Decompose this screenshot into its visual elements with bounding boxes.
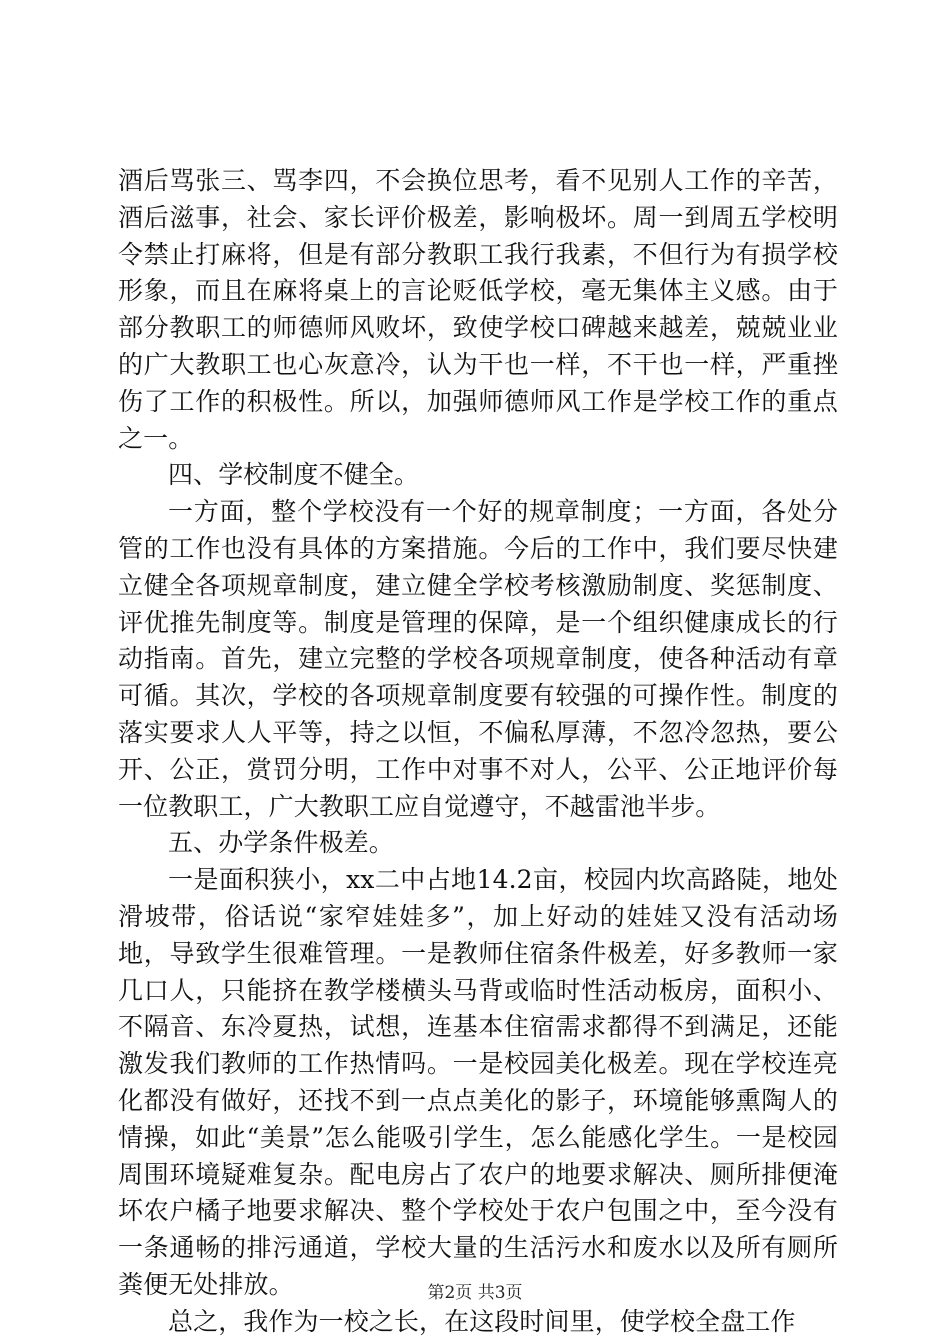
section-heading-4: 四、学校制度不健全。: [168, 460, 420, 490]
paragraph-conditions: 一是面积狭小，xx二中占地14.2亩，校园内坎高路陡，地处滑坡带，俗话说“家窄娃娃多”，加上好动的娃娃又没有活动场地，导致学生很难管理。一是教师住宿条件极差，好多教师一家几口人，只能挤在教学楼横头马背或临时性活动板房，面积小、不隔音、东冷夏热，试想，连基本住宿需求都得不到满足，还能激发我们教师的工作热情吗。一是校园美化极差。现在学校连亮化都没有做好，还找不到一点点美化的影子，环境能够熏陶人的情操，如此“美景”怎么能吸引学生，怎么能感化学生。一是校园周围环境疑难复杂。配电房占了农户的地要求解决、厕所排便淹坏农户橘子地要求解决、整个学校处于农户包围之中，至今没有一条通畅的排污通道，学校大量的生活污水和废水以及所有厕所粪便无处排放。: [118, 865, 838, 1299]
page-footer: 第2页 共3页: [427, 1283, 523, 1303]
paragraph-rules: 一方面，整个学校没有一个好的规章制度；一方面，各处分管的工作也没有具体的方案措施。今后的工作中，我们要尽快建立健全各项规章制度，建立健全学校考核激励制度、奖惩制度、评优推先制度等。制度是管理的保障，是一个组织健康成长的行动指南。首先，建立完整的学校各项规章制度，使各种活动有章可循。其次，学校的各项规章制度要有较强的可操作性。制度的落实要求人人平等，持之以恒，不偏私厚薄，不忽冷忽热，要公开、公正，赏罚分明，工作中对事不对人，公平、公正地评价每一位教职工，广大教职工应自觉遵守，不越雷池半步。: [118, 497, 838, 821]
paragraph-summary: 总之，我作为一校之长，在这段时间里，使学校全盘工作: [168, 1306, 796, 1336]
paragraph-continuation: 酒后骂张三、骂李四，不会换位思考，看不见别人工作的辛苦，酒后滋事，社会、家长评价极差，影响极坏。周一到周五学校明令禁止打麻将，但是有部分教职工我行我素，不但行为有损学校形象，而且在麻将桌上的言论贬低学校，毫无集体主义感。由于部分教职工的师德师风败坏，致使学校口碑越来越差，兢兢业业的广大教职工也心灰意冷，认为干也一样，不干也一样，严重挫伤了工作的积极性。所以，加强师德师风工作是学校工作的重点之一。: [118, 166, 838, 453]
section-heading-5: 五、办学条件极差。: [168, 828, 394, 858]
document-body: [118, 163, 838, 1341]
